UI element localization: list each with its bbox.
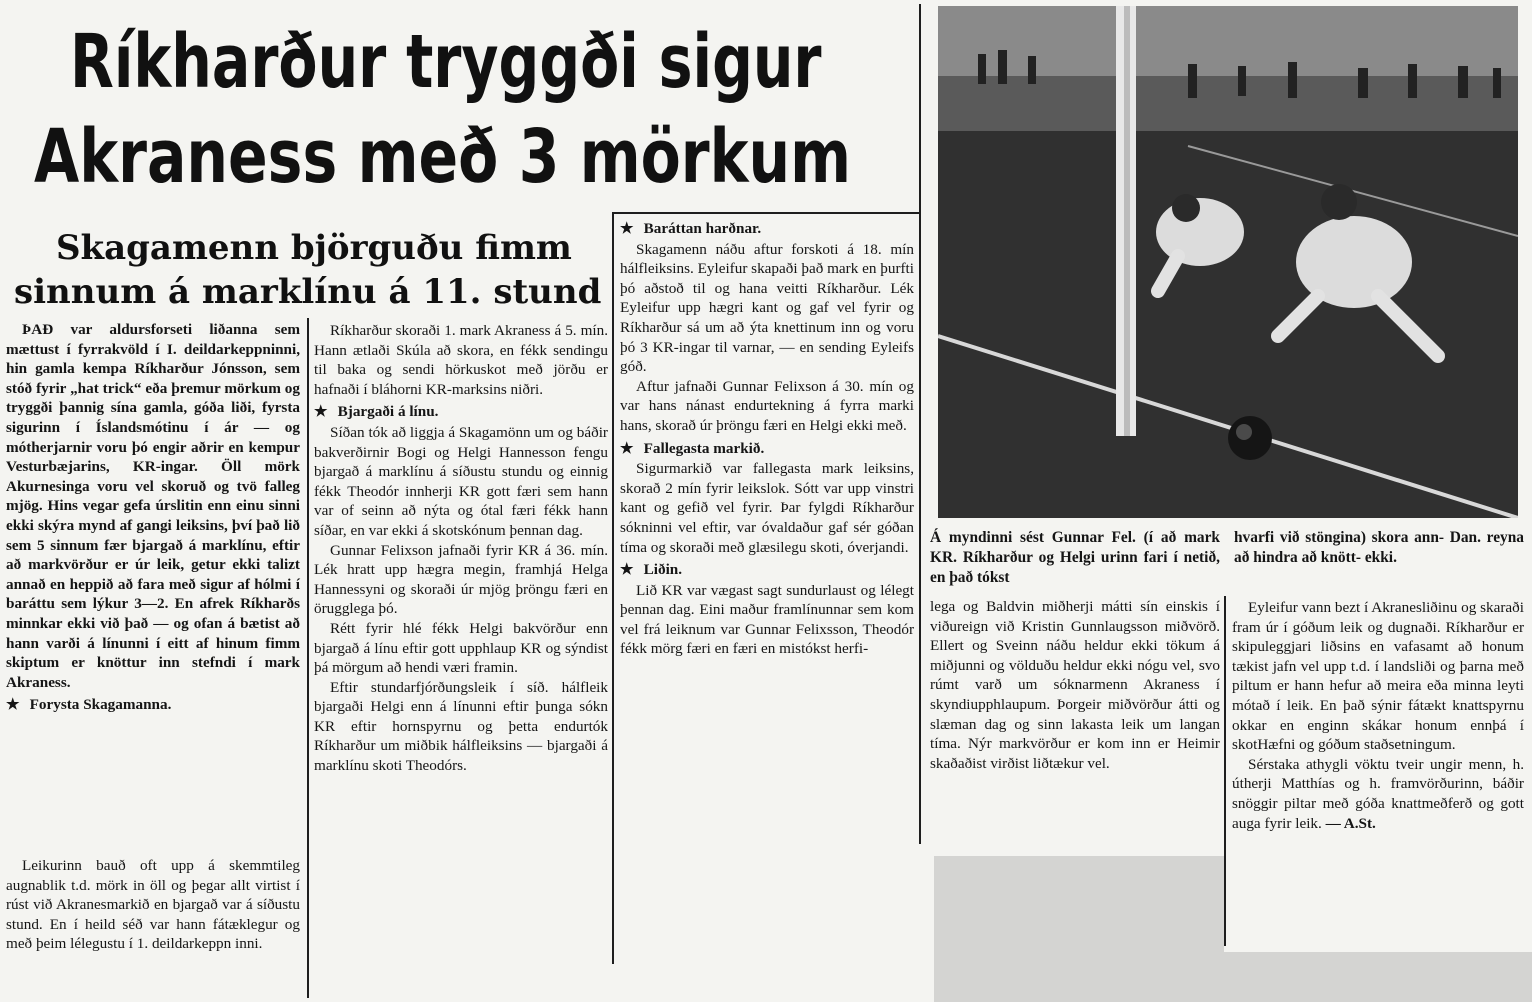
paragraph: Skagamenn náðu aftur forskoti á 18. mín hálfleiksins. Eyleifur skapaði það mark en þurfti þó aðstoð til og hana veitti Ríkharður. Lék Eyleifur upp hægri kant og gaf vel fyrir og Ríkharður sá um að ýta knettinum inn og voru þó 3 KR-ingar til varnar, — en sending Eyleifs góð. [620, 240, 914, 376]
section-rule [614, 212, 920, 214]
photo-caption-right: hvarfi við stöngina) skora ann- Dan. reyna að hindra að knött- ekki. [1234, 529, 1524, 566]
paragraph-text: Sérstaka athygli vöktu tveir ungir menn, h. útherji Matthías og h. framvörðurinn, báðir snöggir piltar með góða knattmeðferð og gott auga fyrir leik. [1232, 755, 1524, 832]
star-icon: ★ [620, 439, 634, 457]
match-photo [938, 6, 1518, 518]
column-rule [1224, 596, 1226, 946]
section-heading-text: Baráttan harðnar. [643, 220, 762, 237]
section-heading-text: Bjargaði á línu. [337, 403, 439, 421]
article-column-1-body [6, 856, 300, 954]
section-heading [620, 560, 914, 580]
paragraph: Sigurmarkið var fallegasta mark leiksins, skorað 2 mín fyrir leikslok. Sótt var upp vinstri kant og gefið vel fyrir. Þar fylgdi Ríkharður sókninni vel eftir, var óvaldaður gaf sér góðan tíma og skoraði með glæsilegu skoti, óverjandi. [620, 460, 914, 556]
paragraph: Síðan tók að liggja á Skagamönn um og báðir bakverðirnir Bogi og Helgi Hannesson fengu bjargað á marklínu á síðustu stundu og einnig fékk Theodór innherji KR gott færi sem hann var of seinn að nýta og ótal færi fékk hann síðar, en var ekki á skotskónum þennan dag. [314, 423, 608, 539]
column-rule [307, 318, 309, 998]
lead-paragraph: ÞAÐ var aldursforseti liðanna sem mættust í fyrrakvöld í I. deildarkeppninni, hin gamla kempa Ríkharður Jónsson, sem stóð fyrir „hat trick“ eða þremur mörkum og tryggði þannig sína gamla, góða liði, fyrsta sigurinn í Íslandsmótinu í ár — og mótherjarnir voru þó engir aðrir en kempur Vesturbæjarins, KR-ingar. Öll mörk Akurnesinga voru vel skoruð og tvö falleg mjög. Hins vegar gefa úrslitin enn einu sinni ekki skýra mynd af gangi leiksins, því það lið sem 5 sinnum fær bjargað á marklínu, eftir að markvörður er úr leik, getur ekki talizt annað en heppið að fara með sigur af hólmi í baráttu sem lýkur 3—2. En afrek Ríkharðs minnkar ekki við það — og ofan á bætist að hann varði á línunni í eitt af hinum fimm skiptum er knöttur inn stefndi í mark Akraness. [6, 321, 300, 691]
paragraph: Eyleifur vann bezt í Akranesliðinu og skaraði fram úr í góðum leik og dugnaði. Ríkharður er skipuleggjari liðsins en vafasamt að honum tækist jafn vel upp t.d. í landsliði og þarna með piltum er hann hefur að meira eða minna leyti mótað í leik. En það sýnir fátækt knattspyrnu okkar en enginn skákar honum ennþá í skotHæfni og góðum staðsetningum. [1232, 599, 1524, 754]
paragraph: Ríkharður skoraði 1. mark Akraness á 5. mín. Hann ætlaði Skúla að skora, en fékk sendingu til baka og sendi hörkuskot með jörðu er hafnaði í bláhorni KR-marksins niðri. [314, 322, 608, 398]
paragraph: Lið KR var vægast sagt sundurlaust og lélegt þennan dag. Eini maður framlínunnar sem kom vel frá leiknum var Gunnar Felixsson, Theodór fékk mörg færi en færi en mistókst herfi- [620, 581, 914, 658]
paragraph: Leikurinn bauð oft upp á skemmtileg augnablik t.d. mörk in öll og þegar allt virtist í rúst við Akranesmarkið en bjargað var á síðustu stund. En í heild séð var hann fátæklegur og með þeim lélegustu í 1. deildarkeppn inni. [6, 857, 300, 953]
subheadline-line2: sinnum á marklínu á 11. stund [14, 272, 602, 312]
column-rule [919, 4, 921, 844]
photo-caption-left: Á myndinni sést Gunnar Fel. (í að mark KR. Ríkharður og Helgi urinn fari í netið, en það tókst [930, 529, 1220, 586]
section-heading-text: Forysta Skagamanna. [29, 696, 172, 714]
column-rule [612, 212, 614, 964]
section-heading-text: Liðin. [643, 561, 683, 579]
headline-line1: Ríkharður tryggði sigur [70, 19, 822, 105]
section-heading [620, 439, 914, 459]
article-column-5 [1232, 598, 1524, 833]
article-column-2 [314, 321, 608, 776]
paragraph: lega og Baldvin miðherji mátti sín einskis í viðureign við Kristin Gunnlaugsson miðvörð. Ellert og Sveinn náðu heldur ekki tökum á miðjunni og völduðu heldur ekki nógu vel, svo rúmt varð um sóknarmenn Akraness í skyndiupphlaupum. Þorgeir miðvörður átti og slæman dag og sinn lakasta leik um langan tíma. Nýr markvörður er kom inn er Heimir skaðaðist virðist liðtækur vel. [930, 598, 1220, 772]
star-icon: ★ [620, 220, 634, 237]
article-column-3 [620, 216, 914, 659]
article-column-4 [930, 597, 1220, 773]
star-icon: ★ [6, 696, 20, 714]
headline-line2: Akraness með 3 mörkum [34, 114, 852, 200]
article-column-1 [6, 320, 300, 716]
paragraph [1232, 755, 1524, 833]
star-icon: ★ [620, 561, 634, 579]
section-heading-text: Fallegasta markið. [643, 439, 765, 457]
paragraph: Rétt fyrir hlé fékk Helgi bakvörður enn bjargað á línu eftir gott upphlaup KR og sýndist þá mörgum að hendi væri framin. [314, 619, 608, 677]
paragraph: Aftur jafnaði Gunnar Felixson á 30. mín og var hans nánast endurtekning á fyrra marki hans, skorað úr þröngu færi en Helgi ekki með. [620, 377, 914, 434]
section-heading [314, 402, 608, 422]
paragraph: Eftir stundarfjórðungsleik í síð. hálfleik bjargaði Helgi enn á línunni eftir þunga sókn KR eftir hornspyrnu og þetta endurtók Ríkharður um miðbik hálfleiksins — bjargaði á marklínu skoti Theodórs. [314, 678, 608, 775]
subheadline-line1: Skagamenn björguðu fimm [56, 228, 572, 268]
star-icon: ★ [314, 403, 328, 421]
paragraph: Gunnar Felixson jafnaði fyrir KR á 36. mín. Lék hratt upp hægra megin, framhjá Helga Hannessyni og skoraði úr mjög þröngu færi en örugglega þó. [314, 541, 608, 618]
match-photo-image [938, 6, 1518, 518]
author-signature: — A.St. [1325, 814, 1376, 832]
section-heading [6, 695, 300, 715]
section-heading [620, 219, 914, 239]
